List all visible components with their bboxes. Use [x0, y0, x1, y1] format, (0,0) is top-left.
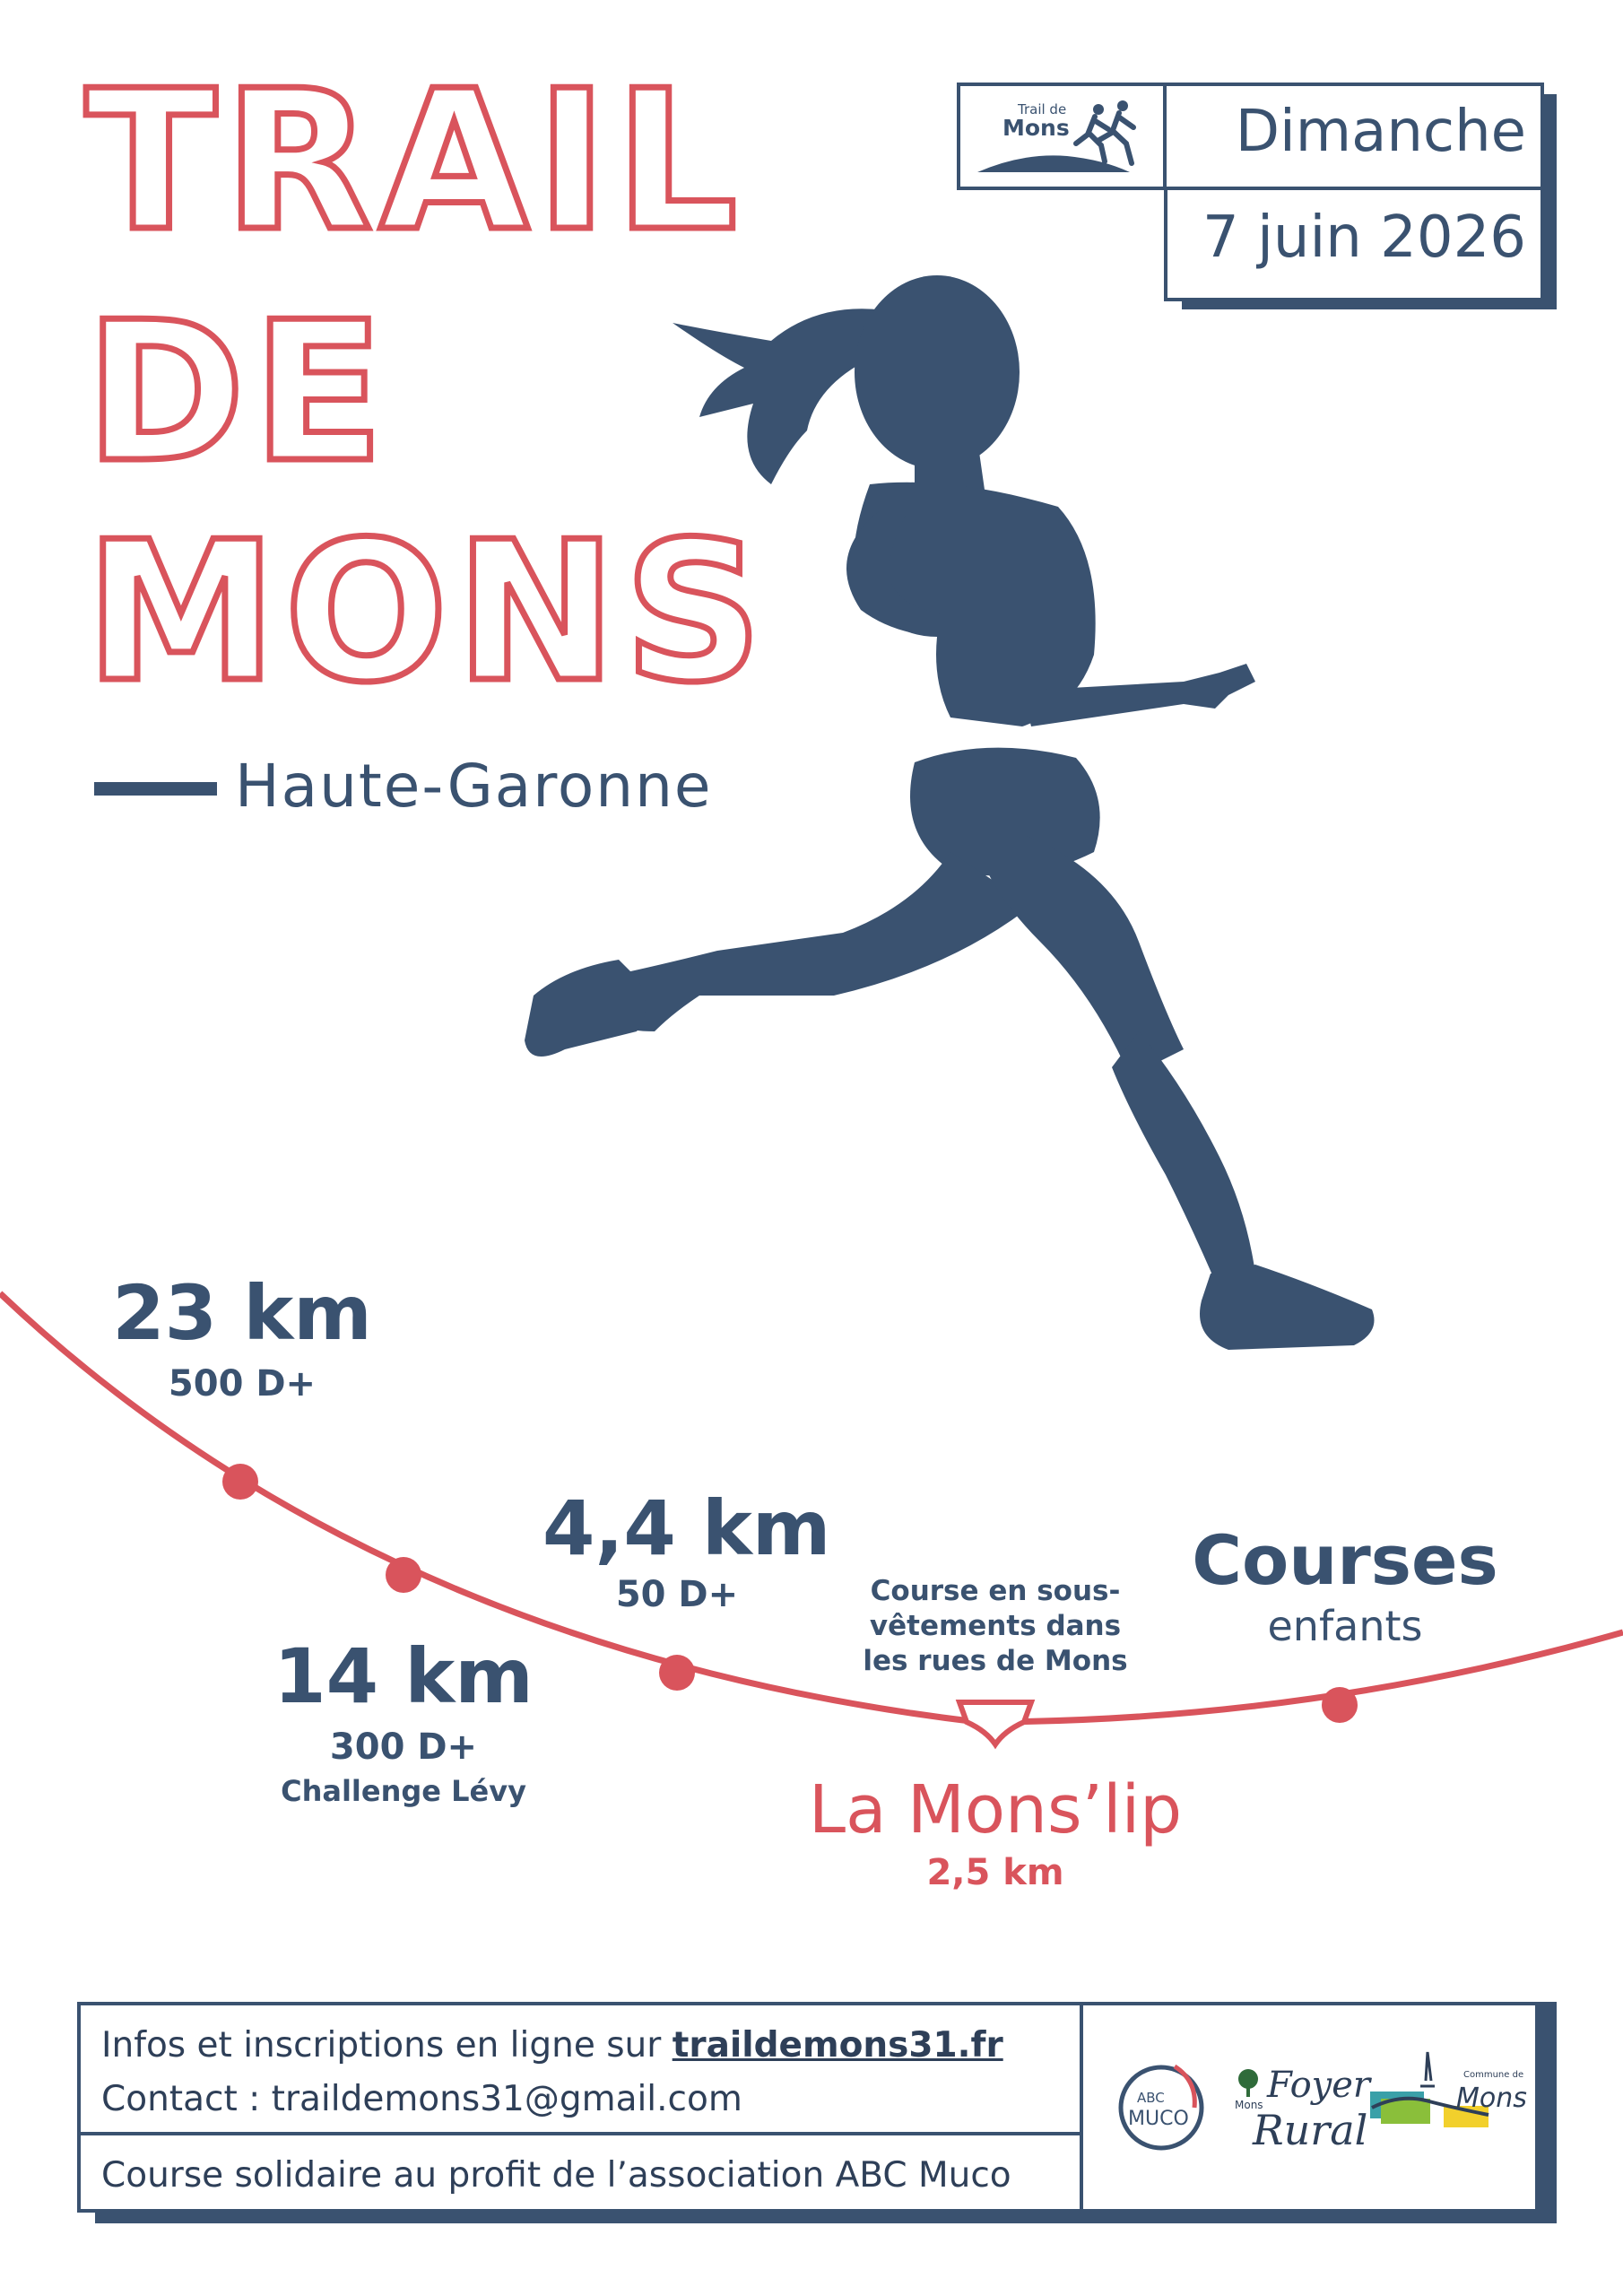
date-full: 7 juin 2026	[1202, 204, 1526, 271]
footer-divider-horizontal	[77, 2132, 1083, 2135]
title-mons: MONS	[85, 500, 770, 725]
race-14km-elevation: 300 D+	[329, 1726, 478, 1768]
monslip-desc-line1: Course en sous-	[870, 1575, 1121, 1607]
monslip-desc-line2: vêtements dans	[869, 1610, 1122, 1642]
race-monslip-name: La Mons’lip	[808, 1771, 1183, 1848]
region-dash	[94, 782, 217, 796]
foyer-rural-text2: Rural	[1253, 2106, 1368, 2154]
abc-muco-logo	[1112, 2054, 1215, 2157]
tree-icon	[1235, 2068, 1262, 2099]
footer-info-line	[101, 2025, 1003, 2066]
footer-solidarity: Course solidaire au profit de l’association ABC Muco	[101, 2155, 1011, 2196]
commune-mons-logo	[1363, 2045, 1527, 2152]
race-14km-distance: 14 km	[273, 1632, 534, 1720]
briefs-icon	[959, 1702, 1031, 1744]
foyer-rural-small: Mons	[1235, 2099, 1263, 2111]
checkpoint-4km	[659, 1655, 695, 1691]
trail-de-mons-logo	[968, 90, 1161, 184]
checkpoint-23km	[222, 1464, 258, 1500]
race-kids-sub: enfants	[1267, 1602, 1423, 1650]
abc-muco-text2: MUCO	[1128, 2108, 1189, 2130]
website-link[interactable]: traildemons31.fr	[672, 2025, 1003, 2066]
checkpoint-14km	[386, 1557, 421, 1593]
logo-text-small: Trail de	[1018, 101, 1067, 117]
foyer-rural-logo	[1233, 2063, 1371, 2161]
commune-small-text: Commune de	[1463, 2070, 1524, 2080]
title-de: DE	[85, 280, 392, 505]
race-kids-title: Courses	[1192, 1520, 1498, 1600]
region-label: Haute-Garonne	[235, 752, 713, 821]
monslip-description	[861, 1574, 1130, 1679]
footer-divider-vertical	[1080, 2002, 1083, 2213]
date-day: Dimanche	[1235, 99, 1526, 165]
monslip-desc-line3: les rues de Mons	[863, 1645, 1128, 1677]
race-23km-distance: 23 km	[112, 1269, 372, 1357]
logo-runners-icon	[968, 90, 1161, 184]
logo-text-mons: Mons	[1002, 115, 1070, 141]
footer-contact: Contact : traildemons31@gmail.com	[101, 2079, 742, 2119]
title-trail: TRAIL	[85, 48, 745, 274]
checkpoint-kids	[1322, 1687, 1358, 1723]
abc-muco-text1: ABC	[1137, 2090, 1165, 2106]
race-4km-elevation: 50 D+	[615, 1574, 739, 1615]
footer-info-prefix: Infos et inscriptions en ligne sur	[101, 2025, 673, 2066]
race-4km-distance: 4,4 km	[542, 1484, 831, 1572]
commune-mons-text: Mons	[1456, 2083, 1527, 2114]
race-23km-elevation: 500 D+	[168, 1363, 317, 1405]
foyer-rural-text1: Foyer	[1267, 2065, 1371, 2106]
race-14km-note: Challenge Lévy	[281, 1774, 526, 1808]
race-monslip-distance: 2,5 km	[926, 1852, 1064, 1893]
